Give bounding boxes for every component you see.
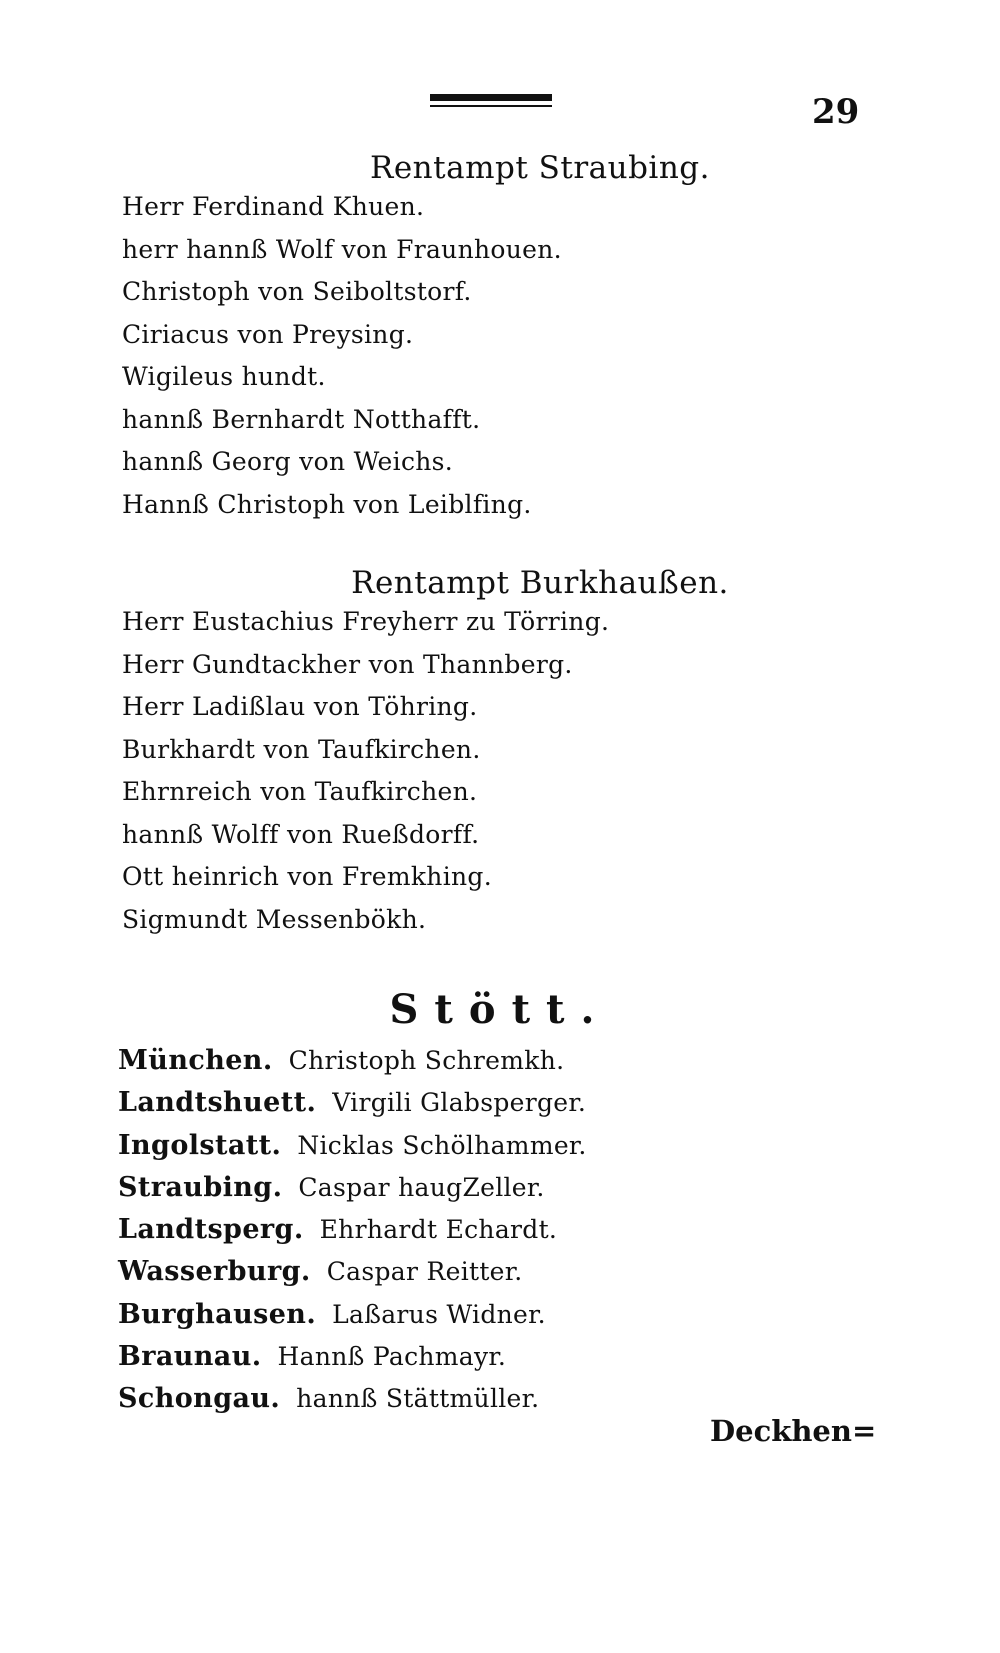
list-item: hannß Bernhardt Notthafft. — [122, 404, 481, 434]
catchword: Deckhen= — [710, 1414, 877, 1448]
city-row — [118, 1336, 587, 1378]
city-row — [118, 1040, 587, 1082]
city-representative: Ehrhardt Echardt. — [319, 1215, 558, 1245]
list-item: hannß Wolff von Rueßdorff. — [122, 819, 480, 849]
list-item: Sigmundt Messenbökh. — [122, 904, 427, 934]
city-representative: Hannß Pachmayr. — [277, 1342, 507, 1372]
city-representative: Christoph Schremkh. — [288, 1046, 565, 1075]
city-name: Braunau. — [118, 1341, 262, 1373]
list-item: Herr Ladißlau von Töhring. — [122, 692, 478, 721]
city-representative: Caspar Reitter. — [326, 1257, 523, 1287]
list-item: Herr Gundtackher von Thannberg. — [122, 649, 573, 679]
city-row — [118, 1209, 587, 1251]
city-name: Straubing. — [118, 1171, 283, 1203]
list-item: Hannß Christoph von Leiblfing. — [122, 489, 532, 519]
city-name: Schongau. — [118, 1383, 281, 1415]
city-name: Landtsperg. — [118, 1214, 304, 1246]
city-row — [118, 1251, 587, 1293]
list-item: Ehrnreich von Taufkirchen. — [122, 777, 478, 806]
list-item: hannß Georg von Weichs. — [122, 447, 454, 476]
city-representative: Virgili Glabsperger. — [332, 1088, 587, 1118]
list-item: Herr Ferdinand Khuen. — [122, 192, 425, 221]
city-row — [118, 1378, 587, 1420]
page-number: 29 — [812, 92, 860, 132]
city-representative: hannß Stättmüller. — [296, 1384, 540, 1414]
city-name: Ingolstatt. — [118, 1129, 282, 1161]
name-list-burkhausen — [122, 601, 609, 941]
section-heading-straubing: Rentampt Straubing. — [369, 150, 711, 186]
list-item: herr hannß Wolf von Fraunhouen. — [122, 234, 562, 264]
city-representative: Caspar haugZeller. — [298, 1172, 545, 1202]
cities-heading: Stött. — [389, 986, 611, 1033]
city-name: München. — [118, 1045, 273, 1076]
section-heading-burkhausen: Rentampt Burkhaußen. — [351, 565, 729, 601]
list-item: Herr Eustachius Freyherr zu Törring. — [122, 607, 610, 636]
list-item: Ott heinrich von Fremkhing. — [122, 862, 492, 891]
header-rule-thin — [430, 105, 552, 107]
city-row — [118, 1167, 587, 1209]
city-name: Wasserburg. — [118, 1256, 311, 1288]
city-row — [118, 1125, 587, 1167]
city-row — [118, 1082, 587, 1124]
list-item: Burkhardt von Taufkirchen. — [122, 734, 481, 764]
name-list-straubing — [122, 186, 562, 526]
city-name: Landtshuett. — [118, 1087, 317, 1119]
list-item: Ciriacus von Preysing. — [122, 319, 414, 349]
list-item: Wigileus hundt. — [122, 362, 326, 391]
city-name: Burghausen. — [118, 1298, 317, 1330]
city-representative: Laßarus Widner. — [332, 1299, 546, 1329]
city-representative: Nicklas Schölhammer. — [297, 1130, 587, 1160]
city-list — [118, 1040, 587, 1421]
header-rule — [430, 94, 552, 101]
city-row — [118, 1294, 587, 1336]
list-item: Christoph von Seiboltstorf. — [122, 277, 472, 306]
